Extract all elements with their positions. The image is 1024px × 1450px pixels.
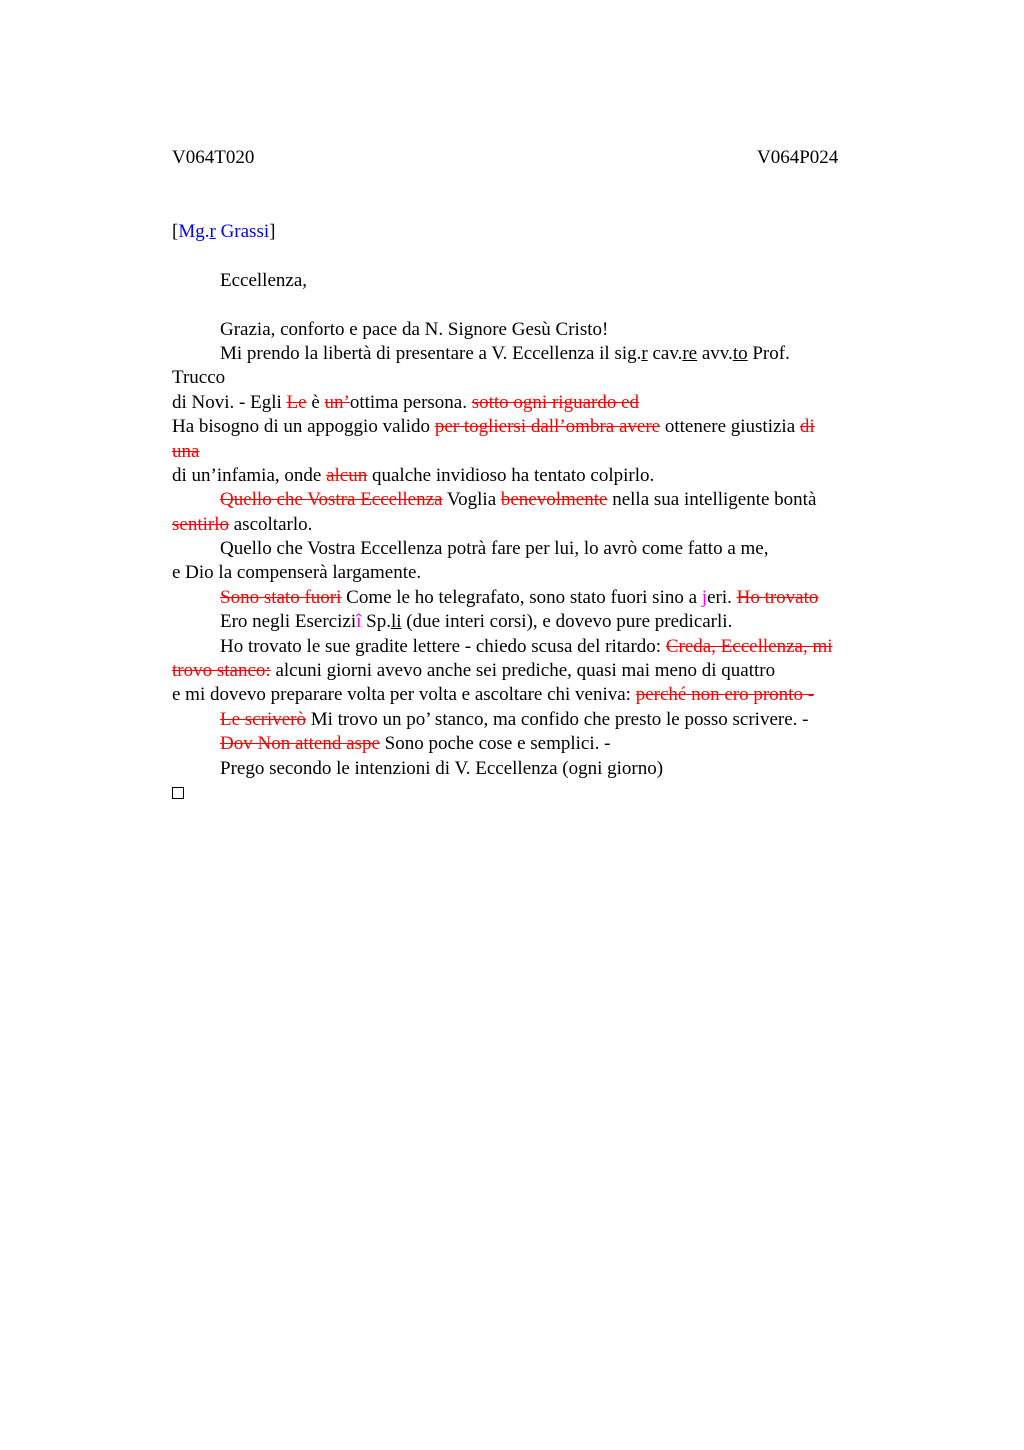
text-line: di un’infamia, onde alcun qualche invidioso ha tentato colpirlo. [172,464,655,486]
deleted-text: perché non ero pronto - [635,684,815,706]
deleted-text: sentirlo [172,513,229,535]
letter-body [172,220,882,805]
text-line: Grazia, conforto e pace da N. Signore Gesù Cristo! [220,318,609,340]
text-line: sentirlo ascoltarlo. [172,513,313,535]
text-line: Sono stato fuori Come le ho telegrafato, sono stato fuori sino a jeri. Ho trovato [220,586,819,608]
inserted-text: j [701,586,708,608]
deleted-text: sotto ogni riguardo ed [471,391,640,413]
inserted-text: î [356,611,362,633]
deleted-text: Ho trovato [736,586,819,608]
text-line: e mi dovevo preparare volta per volta e ascoltare chi veniva: perché non ero pronto - [172,684,815,706]
text-line: e Dio la compenserà largamente. [172,562,422,584]
addressee-name: Mg.r Grassi [178,221,270,242]
deleted-text: Le scriverò [220,708,306,730]
text-line: Mi prendo la libertà di presentare a V. Eccellenza il sig.r cav.re avv.to Prof. [220,342,790,364]
deleted-text: Le [286,391,307,413]
text-line: Trucco [172,367,226,389]
document-code-left: V064T020 [172,147,255,168]
salutation: Eccellenza, [220,269,308,291]
text-line: Ero negli Eserciziî Sp.li (due interi corsi), e dovevo pure predicarli. [220,611,733,633]
deleted-text: Quello che Vostra Eccellenza [220,489,443,511]
text-line: di Novi. - Egli Le è un’ottima persona. sotto ogni riguardo ed [172,391,640,413]
deleted-text: un’ [324,391,350,413]
text-line: Le scriverò Mi trovo un po’ stanco, ma confido che presto le posso scrivere. - [220,708,809,730]
text-line: trovo stanco: alcuni giorni avevo anche sei prediche, quasi mai meno di quattro [172,660,776,682]
deleted-text: per togliersi dall’ombra avere [434,416,661,438]
deleted-text: trovo stanco: [172,660,271,682]
text-line: Ho trovato le sue gradite lettere - chiedo scusa del ritardo: Creda, Eccellenza, mi [220,635,833,657]
deleted-text: benevolmente [500,489,608,511]
deleted-text: Sono stato fuori [220,586,342,608]
text-line: Dov Non attend aspe Sono poche cose e semplici. - [220,733,611,755]
empty-square-icon [172,787,184,799]
deleted-text: alcun [326,464,368,486]
text-line: Quello che Vostra Eccellenza Voglia benevolmente nella sua intelligente bontà [220,489,817,511]
deleted-text: di [799,416,815,438]
deleted-text: una [172,440,200,462]
text-line: Ha bisogno di un appoggio valido per togliersi dall’ombra avere ottenere giustizia di [172,416,815,438]
text-line: Quello che Vostra Eccellenza potrà fare per lui, lo avrò come fatto a me, [220,538,769,560]
text-line [172,440,882,464]
document-code-right: V064P024 [757,147,839,168]
deleted-text: Creda, Eccellenza, mi [665,635,833,657]
deleted-text: Dov Non attend aspe [220,733,380,755]
addressee-line: [Mg.r Grassi] [172,221,276,242]
text-line: Prego secondo le intenzioni di V. Eccellenza (ogni giorno) [220,757,664,779]
